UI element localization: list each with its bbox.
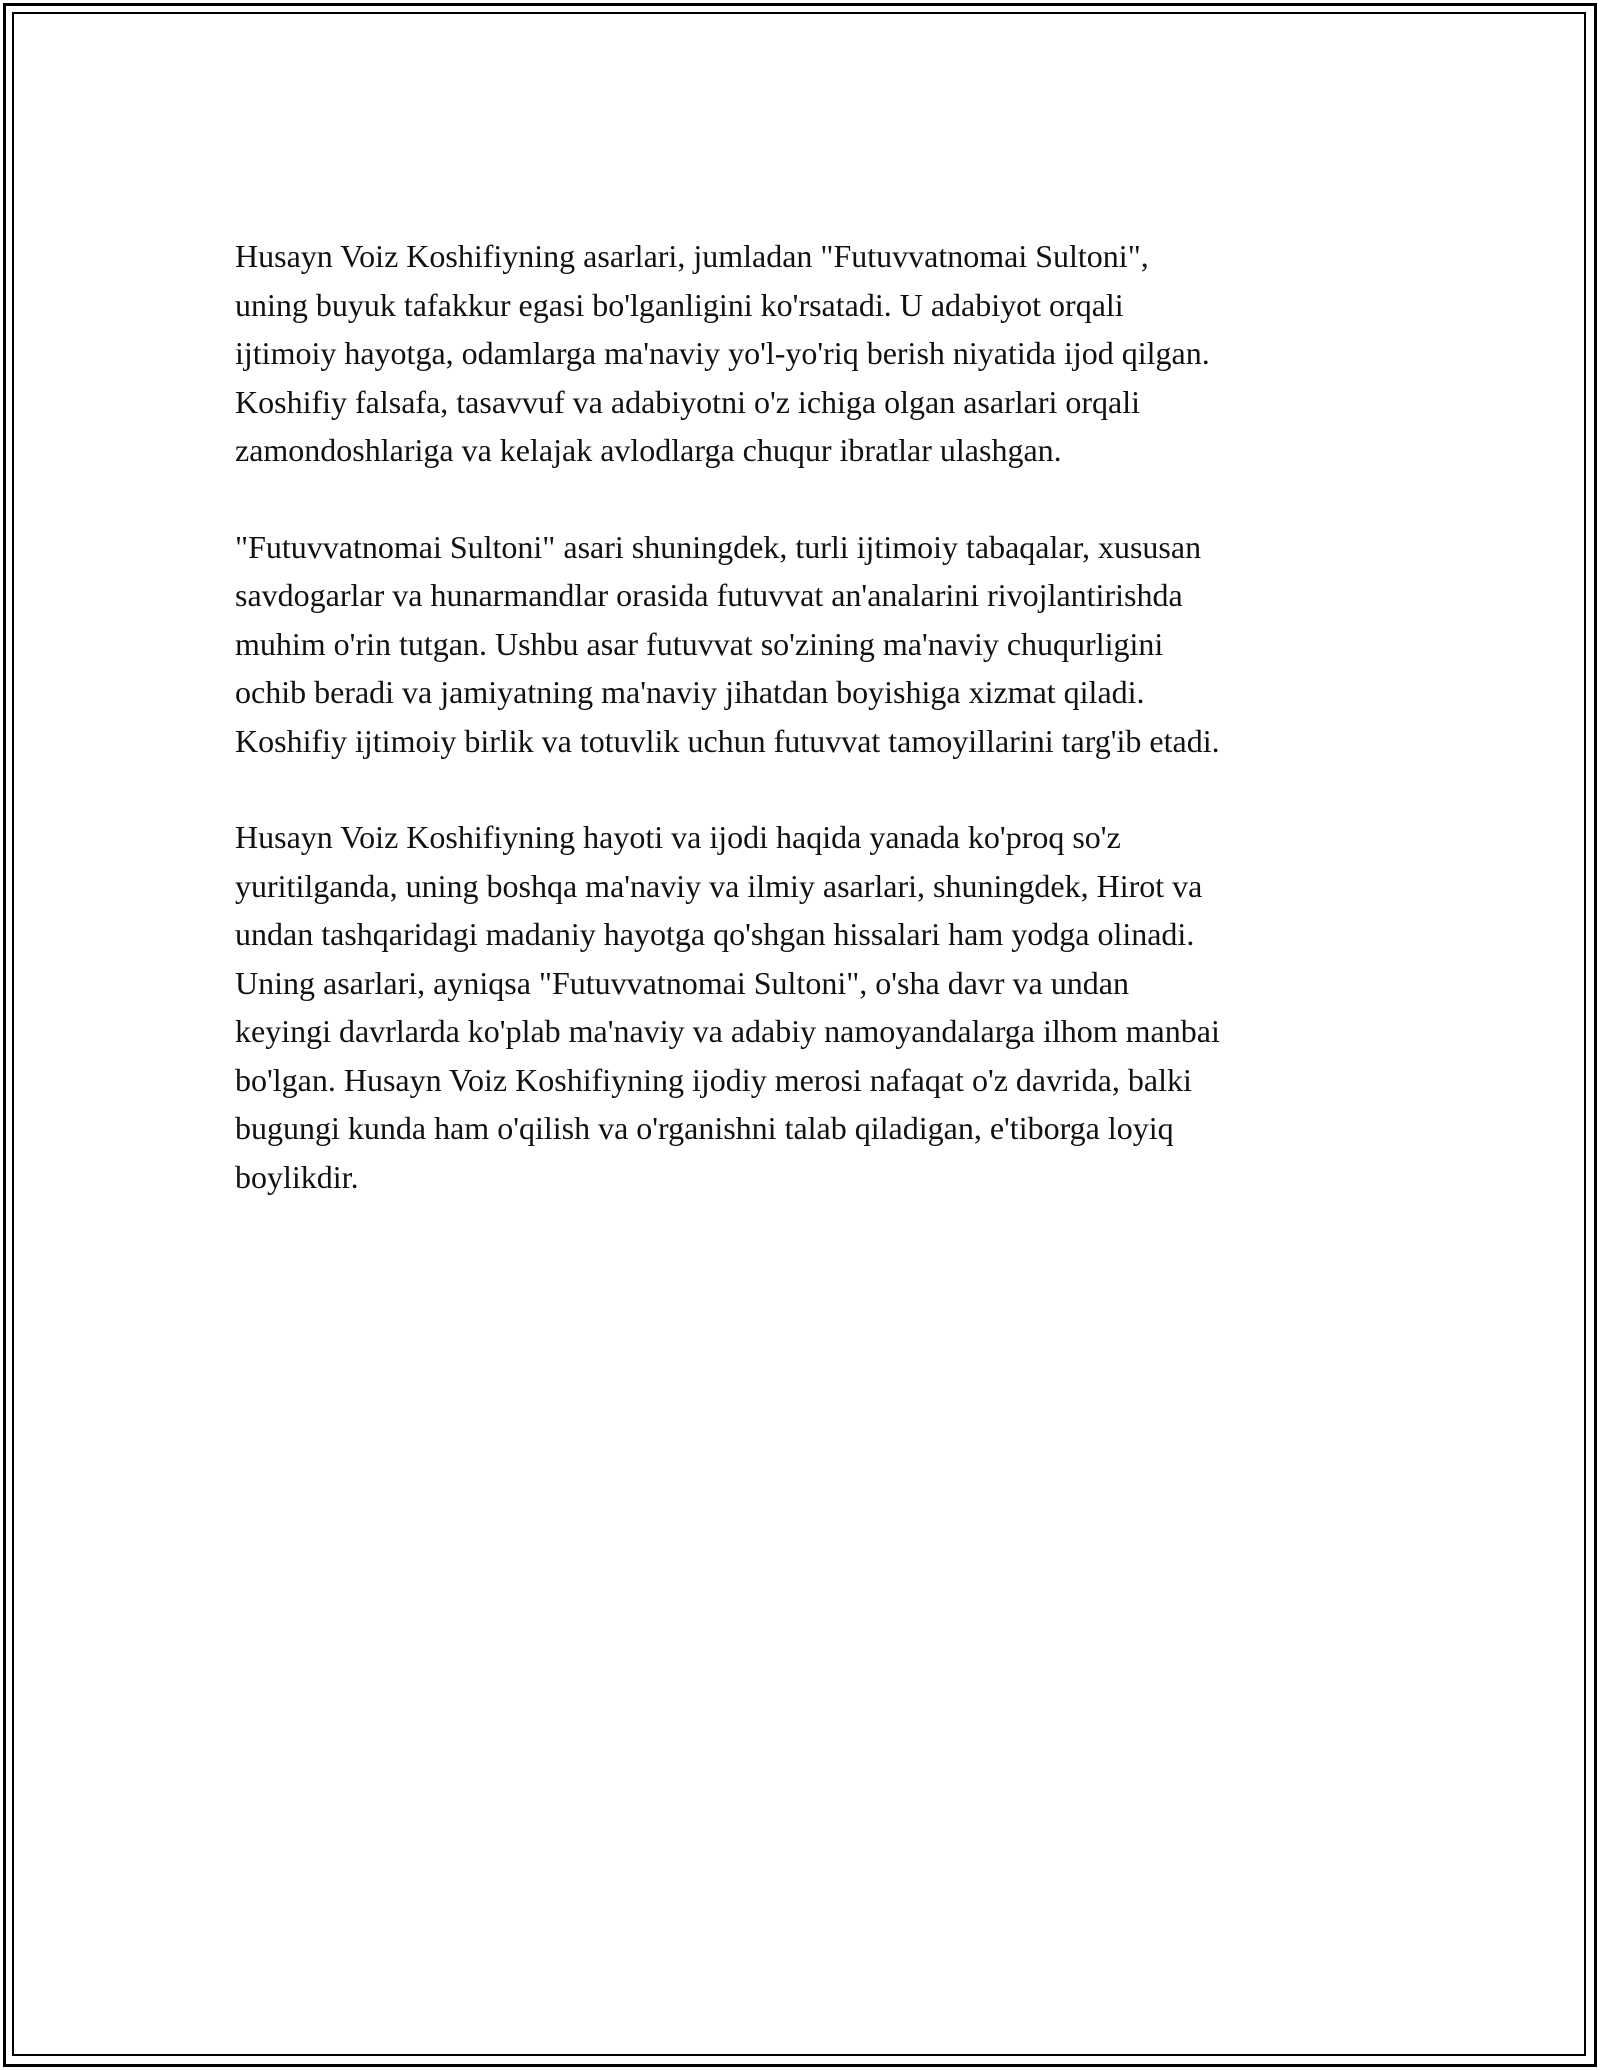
paragraph-line: boylikdir. xyxy=(235,1158,359,1195)
paragraph-3 xyxy=(235,813,1405,1201)
paragraph-line: bugungi kunda ham o'qilish va o'rganishni talab qiladigan, e'tiborga loyiq xyxy=(235,1110,1174,1146)
paragraph-line: zamondoshlariga va kelajak avlodlarga chuqur ibratlar ulashgan. xyxy=(235,432,1062,468)
paragraph-1 xyxy=(235,232,1405,475)
paragraph-line: undan tashqaridagi madaniy hayotga qo'shgan hissalari ham yodga olinadi. xyxy=(235,916,1195,952)
paragraph-line: "Futuvvatnomai Sultoni" asari shuningdek, turli ijtimoiy tabaqalar, xususan xyxy=(235,528,1202,565)
paragraph-line: bo'lgan. Husayn Voiz Koshifiyning ijodiy merosi nafaqat o'z davrida, balki xyxy=(235,1061,1192,1098)
paragraph-line: Koshifiy falsafa, tasavvuf va adabiyotni o'z ichiga olgan asarlari orqali xyxy=(235,383,1140,420)
paragraph-line: muhim o'rin tutgan. Ushbu asar futuvvat so'zining ma'naviy chuqurligini xyxy=(235,625,1164,662)
paragraph-2 xyxy=(235,523,1405,766)
paragraph-line: Uning asarlari, ayniqsa "Futuvvatnomai Sultoni", o'sha davr va undan xyxy=(235,964,1129,1001)
paragraph-line: Husayn Voiz Koshifiyning hayoti va ijodi haqida yanada ko'proq so'z xyxy=(235,819,1121,855)
document-body xyxy=(235,232,1405,1249)
paragraph-line: savdogarlar va hunarmandlar orasida futuvvat an'analarini rivojlantirishda xyxy=(235,577,1183,613)
paragraph-line: ijtimoiy hayotga, odamlarga ma'naviy yo'l-yo'riq berish niyatida ijod qilgan. xyxy=(235,335,1210,371)
paragraph-line: Koshifiy ijtimoiy birlik va totuvlik uchun futuvvat tamoyillarini targ'ib etadi. xyxy=(235,722,1220,759)
paragraph-line: uning buyuk tafakkur egasi bo'lganligini ko'rsatadi. U adabiyot orqali xyxy=(235,286,1124,323)
paragraph-line: yuritilganda, uning boshqa ma'naviy va ilmiy asarlari, shuningdek, Hirot va xyxy=(235,867,1203,904)
paragraph-line: ochib beradi va jamiyatning ma'naviy jihatdan boyishiga xizmat qiladi. xyxy=(235,674,1145,710)
paragraph-line: keyingi davrlarda ko'plab ma'naviy va adabiy namoyandalarga ilhom manbai xyxy=(235,1013,1220,1049)
paragraph-line: Husayn Voiz Koshifiyning asarlari, jumladan "Futuvvatnomai Sultoni", xyxy=(235,238,1149,274)
